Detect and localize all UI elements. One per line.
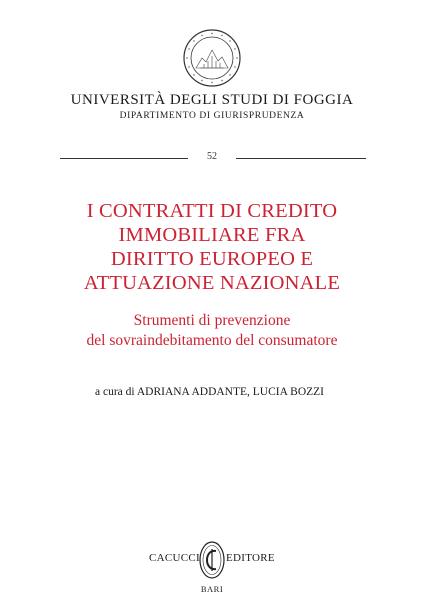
series-number: 52 <box>207 151 217 162</box>
subtitle-line: del sovraindebitamento del consumatore <box>86 332 338 349</box>
book-subtitle <box>0 311 424 351</box>
publisher-name-left: CACUCCI <box>149 552 200 564</box>
university-name: UNIVERSITÀ DEGLI STUDI DI FOGGIA <box>70 92 354 108</box>
series-rule-right <box>236 158 366 159</box>
department-name: DIPARTIMENTO DI GIURISPRUDENZA <box>119 111 305 121</box>
publisher-name-right: EDITORE <box>226 552 275 564</box>
editors-credit: a cura di ADRIANA ADDANTE, LUCIA BOZZI <box>95 386 325 398</box>
title-line: IMMOBILIARE FRA <box>118 224 306 246</box>
cacucci-logo-icon <box>199 540 225 580</box>
subtitle-line: Strumenti di prevenzione <box>133 312 291 329</box>
publisher-imprint <box>0 540 424 600</box>
publisher-city: BARI <box>200 584 224 594</box>
series-rule-left <box>60 158 188 159</box>
university-seal-icon <box>182 28 242 88</box>
book-title <box>0 199 424 295</box>
title-line: I CONTRATTI DI CREDITO <box>86 200 338 222</box>
title-line: ATTUAZIONE NAZIONALE <box>83 272 341 294</box>
title-line: DIRITTO EUROPEO E <box>110 248 314 270</box>
